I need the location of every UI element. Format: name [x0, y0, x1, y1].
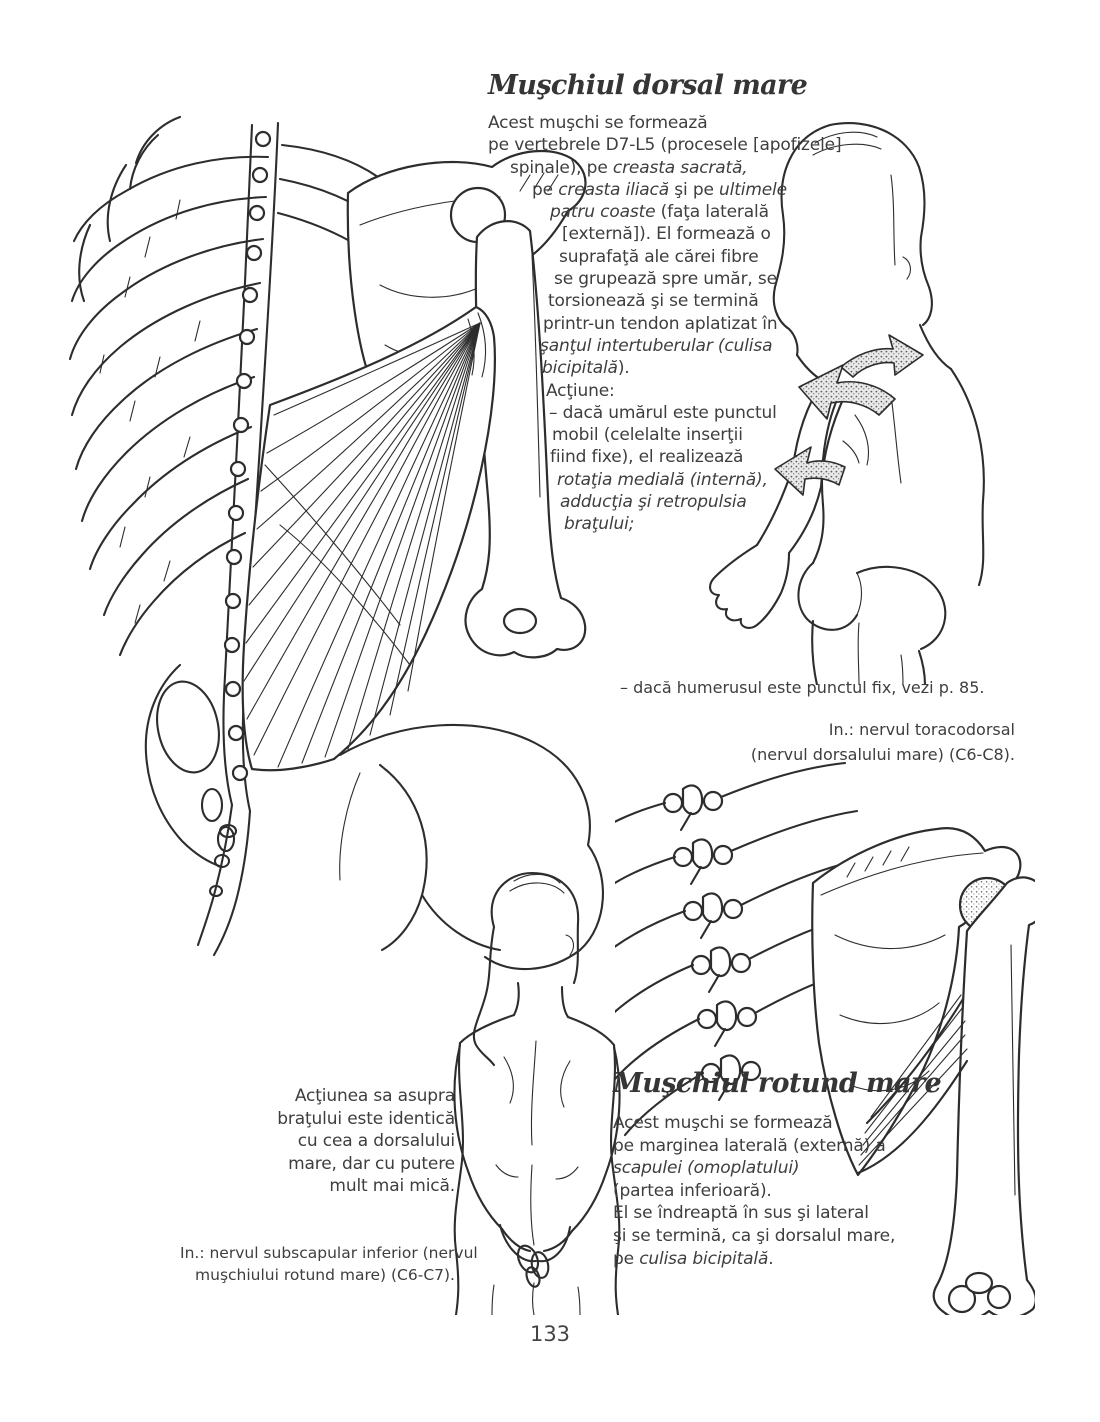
- left-ilium: [146, 665, 234, 867]
- dorsal-paragraph: [488, 112, 841, 536]
- vertebral-column: [664, 785, 760, 1100]
- text-line: cu cea a dorsalului: [297, 1131, 455, 1152]
- dorsal-innervation-note: [700, 718, 1015, 767]
- text-line: Acest muşchi se formează: [613, 1113, 833, 1133]
- text-line: In.: nervul subscapular inferior (nervul: [180, 1244, 478, 1262]
- text-line: şi se termină, ca şi dorsalul mare,: [613, 1225, 896, 1246]
- text-line: scapulei (omoplatului): [613, 1158, 800, 1179]
- text-line: Acţiunea sa asupra: [294, 1086, 455, 1106]
- rotund-paragraph: [613, 1112, 895, 1270]
- text-line: fiind fixe), el realizează: [550, 447, 744, 468]
- latissimus-muscle: [243, 307, 495, 770]
- text-line: mult mai mică.: [329, 1176, 455, 1197]
- text-line: torsionează şi se termină: [548, 291, 759, 312]
- figure-outline: [454, 873, 619, 1315]
- text-line: pe marginea laterală (externă) a: [613, 1135, 886, 1156]
- text-line: rotaţia medială (internă),: [557, 469, 768, 490]
- text-line: şanţul intertuberular (culisa: [540, 335, 773, 356]
- text-line: printr-un tendon aplatizat în: [543, 313, 778, 334]
- clasped-hands: [502, 1229, 572, 1288]
- text-line: [externă]). El formează o: [562, 224, 771, 245]
- text-line: – dacă umărul este punctul: [549, 402, 777, 423]
- text-line: bicipitală).: [542, 358, 630, 379]
- page-number: 133: [529, 1322, 571, 1346]
- text-line: El se îndreaptă în sus şi lateral: [613, 1203, 869, 1224]
- text-line: Acest muşchi se formează: [488, 113, 708, 133]
- text-line: Acţiune:: [546, 380, 615, 401]
- text-line: pe vertebrele D7-L5 (procesele [apofizele]: [488, 135, 842, 156]
- text-line: mobil (celelalte inserţii: [552, 425, 743, 446]
- text-line: pe culisa bicipitală.: [613, 1248, 774, 1269]
- rotund-title: Muşchiul rotund mare: [613, 1068, 942, 1099]
- dorsal-title: Muşchiul dorsal mare: [488, 70, 808, 101]
- text-line: In.: nervul toracodorsal: [828, 720, 1015, 739]
- dorsal-fixed-point-note: – dacă humerusul este punctul fix, vezi p. 85.: [620, 678, 985, 697]
- text-line: spinale), pe creasta sacrată,: [510, 157, 748, 178]
- text-line: se grupează spre umăr, se: [554, 269, 777, 290]
- text-line: (nervul dorsalului mare) (C6-C8).: [750, 744, 1015, 764]
- text-line: braţului;: [564, 514, 635, 535]
- text-line: suprafaţă ale cărei fibre: [559, 246, 759, 267]
- text-line: mare, dar cu putere: [288, 1153, 455, 1174]
- text-line: patru coaste (faţa laterală: [550, 202, 769, 223]
- rotund-innervation-note: [180, 1242, 478, 1286]
- text-line: braţului este identică: [277, 1108, 455, 1129]
- rotund-action-note: [225, 1085, 455, 1198]
- text-line: muşchiului rotund mare) (C6-C7).: [195, 1266, 455, 1284]
- text-line: adducţia şi retropulsia: [560, 492, 747, 513]
- left-shoulder-remnant-lines: [79, 117, 180, 301]
- text-line: (partea inferioară).: [613, 1180, 772, 1201]
- text-line: pe creasta iliacă şi pe ultimele: [532, 179, 787, 200]
